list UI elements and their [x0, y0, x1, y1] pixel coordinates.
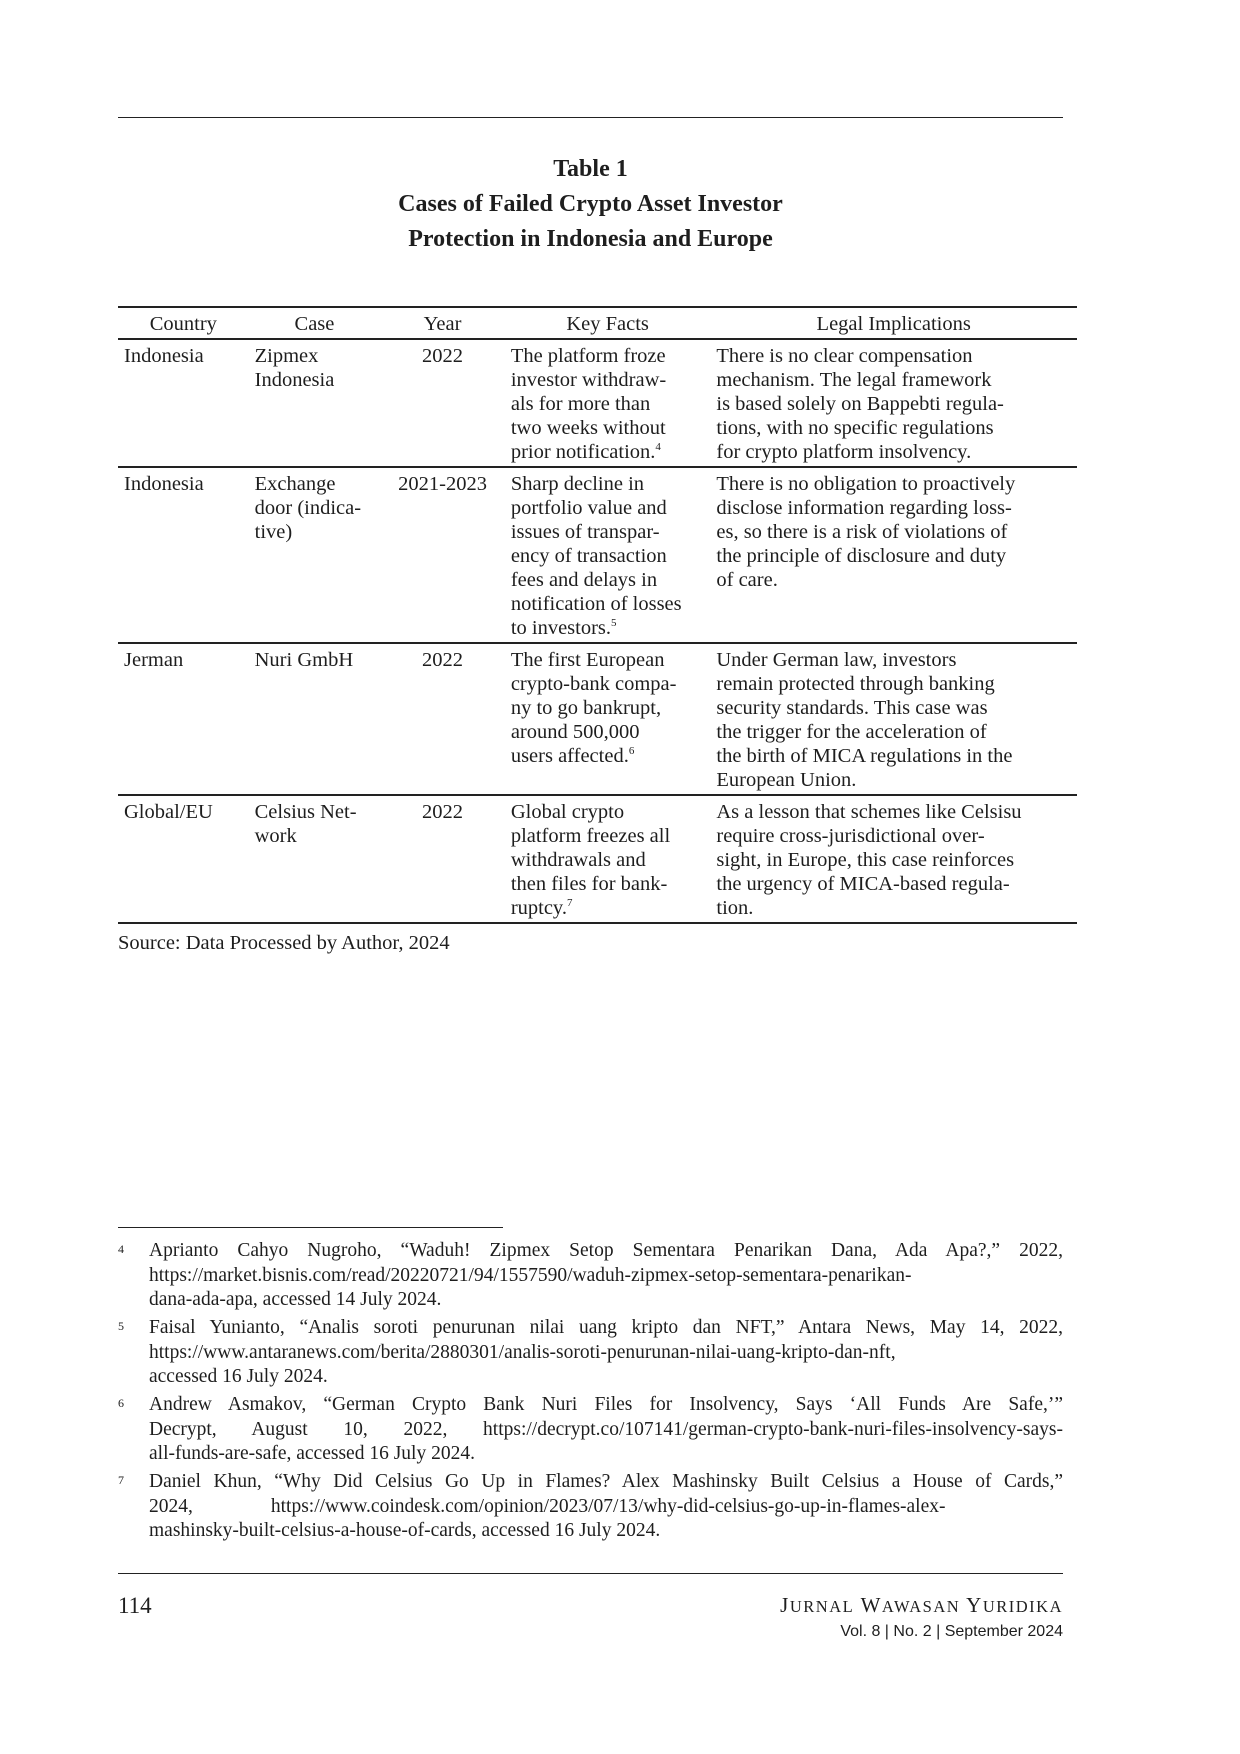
- footnote-ref: 5: [611, 617, 617, 629]
- table-title-line: Protection in Indonesia and Europe: [408, 226, 773, 252]
- footnote: 5 Faisal Yunianto, “Analis soroti penurunan nilai uang kripto dan NFT,” Antara News, May 14, 2022, https://www.antaranews.com/berita/2880301/analis-soroti-penurunan-nilai-uang-kripto-dan-nft, accessed 16 July 2024.: [118, 1316, 1063, 1390]
- table-row: [118, 795, 1077, 923]
- footnote-rule: [118, 1227, 503, 1228]
- table-source: Source: Data Processed by Author, 2024: [118, 932, 450, 954]
- table-header-row: [118, 307, 1077, 339]
- header-rule: [118, 117, 1063, 118]
- header-year: Year: [380, 307, 505, 339]
- cell-year: 2022: [380, 643, 505, 795]
- cell-case: Nuri GmbH: [249, 643, 381, 795]
- footnote: 7 Daniel Khun, “Why Did Celsius Go Up in Flames? Alex Mashinsky Built Celsius a House of Cards,” 2024, https://www.coindesk.com/opinion/2023/07/13/why-did-celsius-go-up-in-flames-alex- mashinsky-built-celsius-a-house-of-cards, accessed 16 July 2024.: [118, 1470, 1063, 1544]
- footer-rule: [118, 1573, 1063, 1574]
- cell-legal-implications: There is no obligation to proactively disclose information regarding loss- es, so there is a risk of violations of the principle of disclosure and duty of care.: [710, 467, 1077, 643]
- cell-case: Zipmex Indonesia: [249, 339, 381, 467]
- page-number: 114: [118, 1593, 152, 1618]
- cell-year: 2022: [380, 339, 505, 467]
- header-key-facts: Key Facts: [505, 307, 711, 339]
- footnote-number: 5: [118, 1319, 124, 1333]
- header-legal-implications: Legal Implications: [710, 307, 1077, 339]
- table-row: [118, 643, 1077, 795]
- cell-case: Celsius Net- work: [249, 795, 381, 923]
- footnote-ref: 7: [566, 897, 573, 909]
- journal-name: JURNAL WAWASAN YURIDIKA: [780, 1593, 1063, 1617]
- table-row: [118, 467, 1077, 643]
- table-row: [118, 339, 1077, 467]
- cell-country: Jerman: [118, 643, 249, 795]
- header-country: Country: [118, 307, 249, 339]
- header-case: Case: [249, 307, 381, 339]
- cell-legal-implications: There is no clear compensation mechanism. The legal framework is based solely on Bappebti regula- tions, with no specific regulations for crypto platform insolvency.: [710, 339, 1077, 467]
- cell-country: Indonesia: [118, 339, 249, 467]
- journal-issue: Vol. 8 | No. 2 | September 2024: [840, 1623, 1063, 1640]
- cell-legal-implications: As a lesson that schemes like Celsisu require cross-jurisdictional over- sight, in Europe, this case reinforces the urgency of MICA-based regula- tion.: [710, 795, 1077, 923]
- cell-key-facts: Global crypto platform freezes all withdrawals and then files for bank- ruptcy.$^7$: [505, 795, 711, 923]
- table-caption: [118, 152, 1063, 257]
- cases-table: [118, 306, 1077, 924]
- table-label: Table 1: [553, 156, 628, 182]
- cell-key-facts: The first European crypto-bank compa- ny to go bankrupt, around 500,000 users affected.$^6$: [505, 643, 711, 795]
- cell-key-facts: Sharp decline in portfolio value and issues of transpar- ency of transaction fees and delays in notification of losses to investors.$^5$: [505, 467, 711, 643]
- footnote-number: 6: [118, 1396, 124, 1410]
- cell-country: Indonesia: [118, 467, 249, 643]
- cell-key-facts: The platform froze investor withdraw- als for more than two weeks without prior notification.$^4$: [505, 339, 711, 467]
- footnote-number: 7: [118, 1473, 124, 1487]
- footnote: 6 Andrew Asmakov, “German Crypto Bank Nuri Files for Insolvency, Says ‘All Funds Are Safe,’” Decrypt, August 10, 2022, https://decrypt.co/107141/german-crypto-bank-nuri-files-insolvency-says- all-funds-are-safe, accessed 16 July 2024.: [118, 1393, 1063, 1467]
- footnote-number: 4: [118, 1242, 124, 1256]
- cell-case: Exchange door (indica- tive): [249, 467, 381, 643]
- cell-legal-implications: Under German law, investors remain protected through banking security standards. This case was the trigger for the acceleration of the birth of MICA regulations in the European Union.: [710, 643, 1077, 795]
- footnote-ref: 4: [655, 441, 661, 453]
- footnote: 4 Aprianto Cahyo Nugroho, “Waduh! Zipmex Setop Sementara Penarikan Dana, Ada Apa?,” 2022, https://market.bisnis.com/read/20220721/94/1557590/waduh-zipmex-setop-sementara-penarikan- dana-ada-apa, accessed 14 July 2024.: [118, 1239, 1063, 1313]
- cell-year: 2021-2023: [380, 467, 505, 643]
- table-title-line: Cases of Failed Crypto Asset Investor: [398, 191, 783, 217]
- footnote-ref: 6: [628, 745, 635, 757]
- cell-country: Global/EU: [118, 795, 249, 923]
- cell-year: 2022: [380, 795, 505, 923]
